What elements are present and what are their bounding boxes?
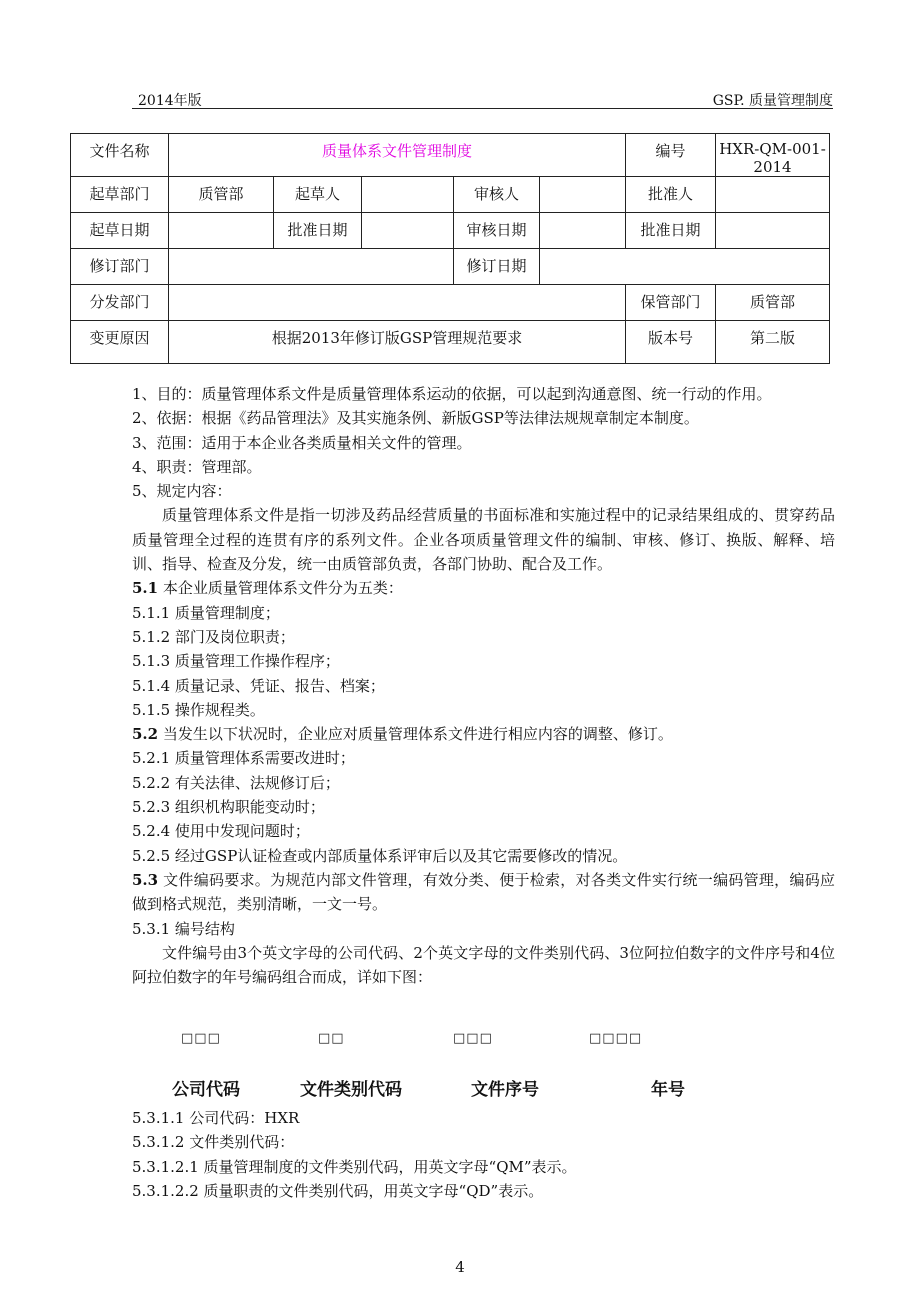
- list-item: 5.2.2 有关法律、法规修订后；: [132, 773, 340, 792]
- label-distribute-dept: 分发部门: [71, 285, 169, 321]
- header-edition: 2014年版: [138, 93, 202, 109]
- value-approver: [716, 177, 830, 213]
- list-item: 5.3.1.2.2 质量职责的文件类别代码，用英文字母“QD”表示。: [132, 1181, 544, 1200]
- section-5-1: [132, 576, 835, 600]
- section-number: 5.3: [132, 870, 159, 889]
- year-code-boxes: □□□□: [589, 1031, 643, 1046]
- document-info-table: [70, 133, 830, 364]
- label-approve-date: 批准日期: [274, 213, 362, 249]
- value-draft-date: [169, 213, 274, 249]
- value-change-reason: 根据2013年修订版GSP管理规范要求: [169, 321, 626, 364]
- company-code-label: 公司代码: [172, 1080, 240, 1099]
- list-item: 5.3.1.2.1 质量管理制度的文件类别代码，用英文字母“QM”表示。: [132, 1157, 577, 1176]
- label-drafter: 起草人: [274, 177, 362, 213]
- value-approve-date-2: [716, 213, 830, 249]
- table-row: [71, 321, 830, 364]
- file-code: HXR-QM-001-2014: [716, 134, 830, 177]
- label-file-name: 文件名称: [71, 134, 169, 177]
- category-code-label: 文件类别代码: [300, 1080, 402, 1099]
- value-drafter: [362, 177, 454, 213]
- duty-paragraph: 4、职责：管理部。: [132, 457, 262, 476]
- document-body-continued: [132, 1106, 835, 1203]
- page-number: 4: [455, 1258, 465, 1276]
- label-draft-date: 起草日期: [71, 213, 169, 249]
- list-item: 5.2.4 使用中发现问题时；: [132, 822, 310, 841]
- scope-paragraph: 3、范围：适用于本企业各类质量相关文件的管理。: [132, 433, 472, 452]
- file-title: 质量体系文件管理制度: [169, 134, 626, 177]
- basis-paragraph: 2、依据：根据《药品管理法》及其实施条例、新版GSP等法律法规规章制定本制度。: [132, 409, 699, 428]
- value-distribute-dept: [169, 285, 626, 321]
- label-review-date: 审核日期: [454, 213, 540, 249]
- value-review-date: [540, 213, 626, 249]
- label-revise-dept: 修订部门: [71, 249, 169, 285]
- section-5-2: [132, 722, 835, 746]
- label-approve-date-2: 批准日期: [626, 213, 716, 249]
- section-number: 5.1: [132, 579, 159, 598]
- list-item: 5.3.1.1 公司代码：HXR: [132, 1109, 300, 1127]
- value-custody-dept: 质管部: [716, 285, 830, 321]
- list-item: 5.2.3 组织机构职能变动时；: [132, 798, 325, 817]
- table-row: [71, 177, 830, 213]
- year-code-label: 年号: [651, 1080, 685, 1099]
- table-row: [71, 213, 830, 249]
- label-version: 版本号: [626, 321, 716, 364]
- list-item: 5.3.1.2 文件类别代码：: [132, 1133, 295, 1152]
- label-custody-dept: 保管部门: [626, 285, 716, 321]
- list-item: 5.1.2 部门及岗位职责；: [132, 627, 295, 646]
- table-row: [71, 134, 830, 177]
- rules-heading: 5、规定内容：: [132, 482, 232, 501]
- section-text: 文件编码要求。为规范内部文件管理，有效分类、便于检索，对各类文件实行统一编码管理，编码应做到格式规范，类别清晰，一文一号。: [132, 870, 835, 914]
- label-code: 编号: [626, 134, 716, 177]
- list-item: 5.3.1 编号结构: [132, 919, 235, 938]
- value-reviewer: [540, 177, 626, 213]
- label-change-reason: 变更原因: [71, 321, 169, 364]
- value-draft-dept: 质管部: [169, 177, 274, 213]
- label-approver: 批准人: [626, 177, 716, 213]
- section-5-3: [132, 868, 835, 917]
- label-draft-dept: 起草部门: [71, 177, 169, 213]
- document-body: [132, 382, 835, 989]
- serial-code-label: 文件序号: [471, 1080, 539, 1099]
- list-item: 5.1.1 质量管理制度；: [132, 603, 280, 622]
- label-reviewer: 审核人: [454, 177, 540, 213]
- list-item: 5.1.4 质量记录、凭证、报告、档案；: [132, 676, 385, 695]
- definition-paragraph: 质量管理体系文件是指一切涉及药品经营质量的书面标准和实施过程中的记录结果组成的、贯穿药品质量管理全过程的连贯有序的系列文件。企业各项质量管理文件的编制、审核、修订、换版、解释、培训、指导、检查及分发，统一由质管部负责，各部门协助、配合及工作。: [132, 506, 835, 574]
- list-item: 5.1.3 质量管理工作操作程序；: [132, 652, 340, 671]
- value-revise-dept: [169, 249, 454, 285]
- table-row: [71, 249, 830, 285]
- purpose-paragraph: 1、目的：质量管理体系文件是质量管理体系运动的依据，可以起到沟通意图、统一行动的作用。: [132, 385, 772, 403]
- header-doc-title: GSP. 质量管理制度: [712, 93, 833, 109]
- list-item: 5.2.5 经过GSP认证检查或内部质量体系评审后以及其它需要修改的情况。: [132, 846, 628, 865]
- label-revise-date: 修订日期: [454, 249, 540, 285]
- value-version: 第二版: [716, 321, 830, 364]
- code-structure-paragraph: 文件编号由3个英文字母的公司代码、2个英文字母的文件类别代码、3位阿拉伯数字的文件序号和4位阿拉伯数字的年号编码组合而成，详如下图：: [132, 943, 835, 987]
- value-revise-date: [540, 249, 830, 285]
- serial-code-boxes: □□□: [453, 1031, 493, 1046]
- section-text: 本企业质量管理体系文件分为五类：: [158, 579, 403, 598]
- page-header: [132, 88, 833, 109]
- list-item: 5.2.1 质量管理体系需要改进时；: [132, 749, 355, 768]
- list-item: 5.1.5 操作规程类。: [132, 700, 265, 719]
- section-text: 当发生以下状况时，企业应对质量管理体系文件进行相应内容的调整、修订。: [158, 725, 673, 744]
- category-code-boxes: □□: [318, 1031, 345, 1046]
- table-row: [71, 285, 830, 321]
- section-number: 5.2: [132, 725, 159, 744]
- company-code-boxes: □□□: [181, 1031, 221, 1046]
- value-approve-date: [362, 213, 454, 249]
